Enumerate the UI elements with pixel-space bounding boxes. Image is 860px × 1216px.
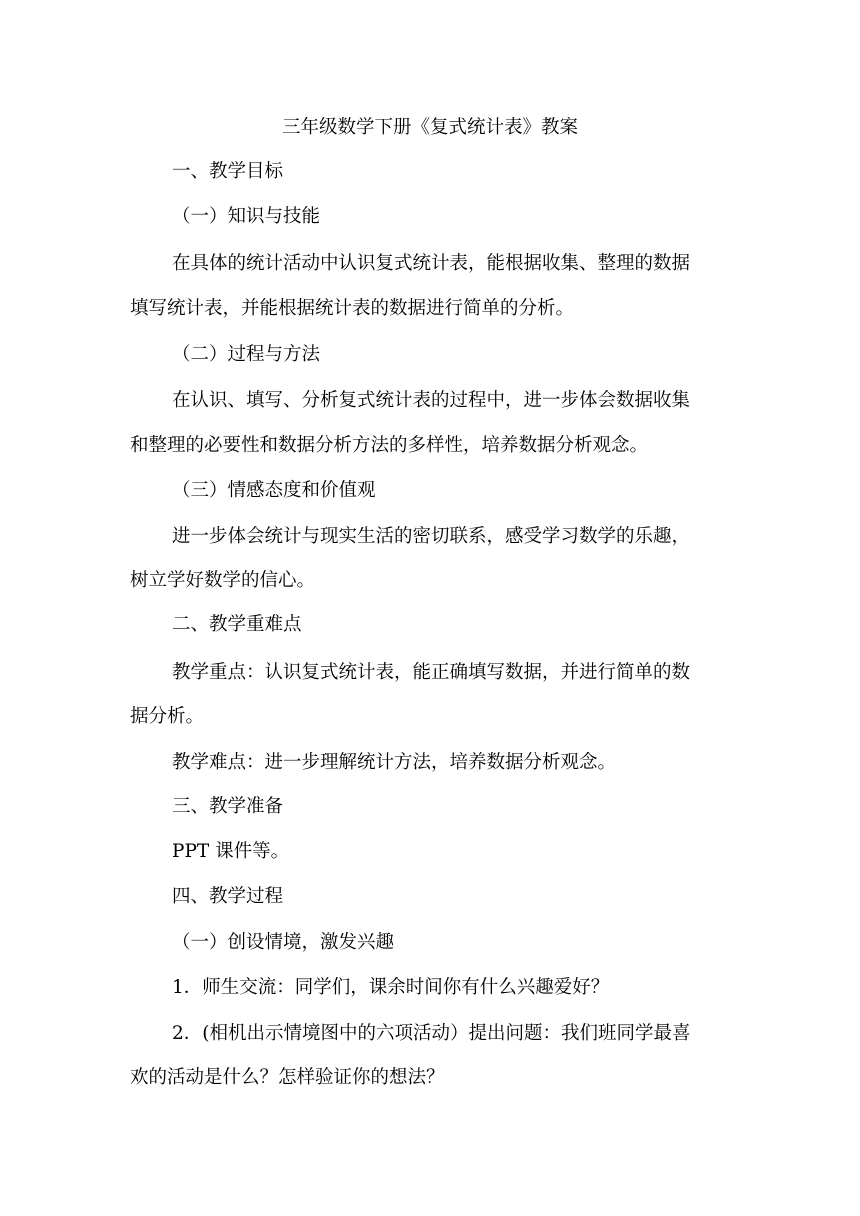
paragraph-line: 教学重点：认识复式统计表，能正确填写数据，并进行简单的数 — [172, 662, 691, 683]
paragraph-line: 填写统计表，并能根据统计表的数据进行简单的分析。 — [130, 298, 575, 319]
paragraph-line: PPT 课件等。 — [172, 841, 290, 862]
section-heading: 二、教学重难点 — [172, 614, 302, 635]
subsection-heading: （二）过程与方法 — [172, 344, 321, 365]
subsection-heading: （三）情感态度和价值观 — [172, 480, 376, 501]
paragraph-line: 在具体的统计活动中认识复式统计表，能根据收集、整理的数据 — [172, 253, 691, 274]
section-heading: 三、教学准备 — [172, 796, 284, 817]
paragraph-line: 和整理的必要性和数据分析方法的多样性，培养数据分析观念。 — [130, 435, 649, 456]
subsection-heading: （一）创设情境，激发兴趣 — [172, 932, 395, 953]
paragraph-line: 据分析。 — [130, 706, 205, 727]
section-heading: 四、教学过程 — [172, 886, 284, 907]
subsection-heading: （一）知识与技能 — [172, 206, 321, 227]
paragraph-line: 欢的活动是什么？怎样验证你的想法？ — [130, 1067, 445, 1088]
paragraph-line: 1．师生交流：同学们，课余时间你有什么兴趣爱好？ — [172, 977, 610, 998]
paragraph-line: 教学难点：进一步理解统计方法，培养数据分析观念。 — [172, 752, 617, 773]
document-title: 三年级数学下册《复式统计表》教案 — [281, 117, 578, 138]
paragraph-line: 2．(相机出示情境图中的六项活动）提出问题：我们班同学最喜 — [172, 1023, 691, 1044]
section-heading: 一、教学目标 — [172, 161, 284, 182]
paragraph-line: 树立学好数学的信心。 — [130, 570, 316, 591]
paragraph-line: 进一步体会统计与现实生活的密切联系，感受学习数学的乐趣， — [172, 526, 691, 547]
paragraph-line: 在认识、填写、分析复式统计表的过程中，进一步体会数据收集 — [172, 390, 691, 411]
